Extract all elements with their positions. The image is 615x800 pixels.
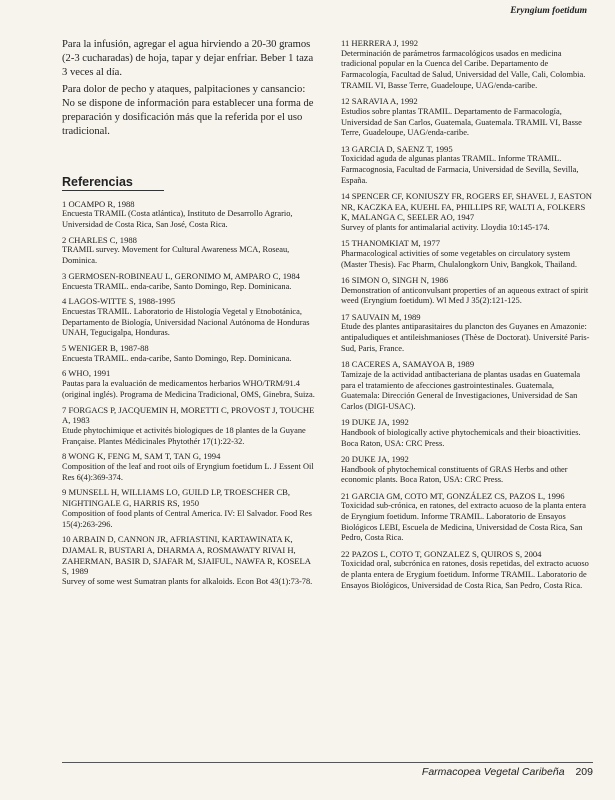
reference-author-year: 4 LAGOS-WITTE S, 1988-1995 bbox=[62, 296, 176, 307]
intro-paragraph: Para la infusión, agregar el agua hirviendo a 20-30 gramos (2-3 cucharadas) de hoja, tapar y dejar enfriar. Beber 1 taza 3 veces al día. bbox=[62, 39, 314, 78]
reference-item bbox=[62, 199, 317, 231]
reference-item bbox=[341, 312, 593, 355]
reference-item bbox=[341, 549, 593, 592]
reference-author-year: 22 PAZOS L, COTO T, GONZALEZ S, QUIROS S, 2004 bbox=[341, 548, 542, 559]
reference-citation: Determinación de parámetros farmacológicos usados en medicina tradicional popular en la Cuenca del Caribe. Departamento de Farmacología, Facultad de Salud, Universidad del Valle, Cali, Colombia. TRAMIL VI, Basse Terre, Guadeloupe, UAG/enda-caribe. bbox=[341, 48, 586, 90]
reference-citation: Toxicidad aguda de algunas plantas TRAMIL. Informe TRAMIL. Farmacognosia, Facultad de Farmacia, Universidad de Sevilla, Sevilla, España. bbox=[341, 154, 579, 185]
reference-author-year: 8 WONG K, FENG M, SAM T, TAN G, 1994 bbox=[62, 451, 221, 462]
footer bbox=[422, 766, 593, 778]
reference-author-year: 11 HERRERA J, 1992 bbox=[341, 38, 419, 48]
intro-text bbox=[62, 38, 317, 139]
reference-item bbox=[62, 405, 317, 448]
reference-author-year: 15 THANOMKIAT M, 1977 bbox=[341, 238, 440, 249]
reference-author-year: 6 WHO, 1991 bbox=[62, 368, 111, 379]
reference-citation: Demonstration of anticonvulsant properties of an aqueous extract of spirit weed (Eryngium foetidum). Wl Med J 35(2):121-125. bbox=[341, 285, 589, 306]
reference-item bbox=[62, 451, 317, 483]
reference-author-year: 17 SAUVAIN M, 1989 bbox=[341, 311, 421, 322]
reference-author-year: 13 GARCIA D, SAENZ T, 1995 bbox=[341, 143, 453, 154]
reference-citation: Tamizaje de la actividad antibacteriana de plantas usadas en Guatemala para el tratamiento de afecciones gastrointestinales. Guatemala, Guatemala: Dirección General de Investigaciones, Universidad de San Carlos (DIGI-USAC). bbox=[341, 369, 581, 411]
reference-citation: Pautas para la evaluación de medicamentos herbarios WHO/TRM/91.4 (original inglés). Programa de Medicina Tradicional, OMS, Ginebra, Suiza. bbox=[62, 379, 315, 399]
reference-citation: Toxicidad oral, subcrónica en ratones, dosis repetidas, del extracto acuoso de planta entera de Erygium foetidum. Informe TRAMIL. Laboratorio de Ensayos Biológicos, Universidad de Costa Rica, San Pedro, Costa Rica. bbox=[341, 559, 589, 590]
reference-author-year: 5 WENIGER B, 1987-88 bbox=[62, 343, 149, 354]
left-column bbox=[62, 38, 317, 592]
reference-citation: Composition of the leaf and root oils of Eryngium foetidum L. J Essent Oil Res 6(4):369-374. bbox=[62, 462, 314, 482]
reference-author-year: 1 OCAMPO R, 1988 bbox=[62, 198, 135, 209]
reference-citation: Encuesta TRAMIL (Costa atlántica), Instituto de Desarrollo Agrario, Universidad de Costa Rica, San José, Costa Rica. bbox=[62, 209, 293, 229]
reference-citation: Encuesta TRAMIL. enda-caribe, Santo Domingo, Rep. Dominicana. bbox=[62, 353, 292, 363]
reference-item bbox=[341, 144, 593, 187]
page-number: 209 bbox=[575, 766, 593, 778]
reference-citation: Encuestas TRAMIL. Laboratorio de Histología Vegetal y Etnobotánica, Departamento de Biología, Universidad Nacional Autónoma de Honduras UNAH, Tegucigalpa, Honduras. bbox=[62, 306, 310, 338]
reference-citation: Pharmacological activities of some vegetables on circulatory system (Master Thesis). Fac Pharm, Chulalongkorn Univ, Bangkok, Thailand. bbox=[341, 249, 577, 269]
reference-author-year: 14 SPENCER CF, KONIUSZY FR, ROGERS EF, SHAVEL J, EASTON NR, KACZKA EA, KUEHL FA, PHILLIPS RF, WALTI A, FOLKERS K, MALANGA C, SEELER AO, 1947 bbox=[341, 190, 592, 223]
reference-citation: Survey of plants for antimalarial activity. Lloydia 10:145-174. bbox=[341, 223, 550, 233]
reference-author-year: 16 SIMON O, SINGH N, 1986 bbox=[341, 275, 449, 286]
reference-author-year: 7 FORGACS P, JACQUEMIN H, MORETTI C, PROVOST J, TOUCHE A, 1983 bbox=[62, 404, 315, 426]
reference-author-year: 2 CHARLES C, 1988 bbox=[62, 234, 137, 245]
reference-item bbox=[62, 534, 317, 588]
reference-author-year: 20 DUKE JA, 1992 bbox=[341, 453, 409, 464]
reference-author-year: 3 GERMOSEN-ROBINEAU L, GERONIMO M, AMPARO C, 1984 bbox=[62, 270, 300, 281]
reference-list-left bbox=[62, 199, 317, 588]
reference-author-year: 9 MUNSELL H, WILLIAMS LO, GUILD LP, TROESCHER CB, NIGHTINGALE G, HARRIS RS, 1950 bbox=[62, 487, 291, 509]
reference-item bbox=[341, 96, 593, 139]
reference-citation: Handbook of biologically active phytochemicals and their bioactivities. Boca Raton, USA: CRC Press. bbox=[341, 427, 581, 448]
reference-item bbox=[341, 454, 593, 486]
reference-citation: Survey of some west Sumatran plants for alkaloids. Econ Bot 43(1):73-78. bbox=[62, 577, 313, 587]
intro-paragraph: No se dispone de información para establecer una forma de preparación y dosificación más que la referida por el uso tradicional. bbox=[62, 98, 314, 137]
reference-list-right bbox=[341, 38, 593, 592]
reference-item bbox=[62, 271, 317, 292]
right-column bbox=[341, 38, 593, 596]
reference-item bbox=[341, 191, 593, 234]
reference-item bbox=[62, 368, 317, 400]
references-heading: Referencias bbox=[62, 175, 164, 191]
reference-item bbox=[62, 296, 317, 339]
running-title: Eryngium foetidum bbox=[510, 6, 587, 16]
reference-citation: TRAMIL survey. Movement for Cultural Awareness MCA, Roseau, Dominica. bbox=[62, 245, 290, 266]
reference-citation: Handbook of phytochemical constituents of GRAS Herbs and other economic plants. Boca Raton, USA: CRC Press. bbox=[341, 464, 568, 485]
reference-item bbox=[62, 343, 317, 364]
reference-item bbox=[62, 487, 317, 530]
reference-author-year: 12 SARAVIA A, 1992 bbox=[341, 96, 418, 107]
reference-author-year: 19 DUKE JA, 1992 bbox=[341, 417, 409, 428]
reference-author-year: 21 GARCIA GM, COTO MT, GONZÁLEZ CS, PAZOS L, 1996 bbox=[341, 490, 565, 501]
reference-author-year: 10 ARBAIN D, CANNON JR, AFRIASTINI, KARTAWINATA K, DJAMAL R, BUSTARI A, DHARMA A, ROSMAWATY RIVAI H, ZAHERMAN, BASIR D, SJAFAR M, SJAIFUL, NAWFA R, KOSELA S, 1989 bbox=[62, 534, 311, 577]
reference-citation: Etude des plantes antiparasitaires du plancton des Guyanes en Amazonie: antipaludiques et antileishmanioses (Thèse de Doctorat). Université Paris-Sud, Paris, France. bbox=[341, 322, 590, 353]
reference-author-year: 18 CACERES A, SAMAYOA B, 1989 bbox=[341, 359, 475, 370]
reference-item bbox=[341, 238, 593, 270]
reference-citation: Toxicidad sub-crónica, en ratones, del extracto acuoso de la planta entera de Eryngium foetidum. Informe TRAMIL. Laboratorio de Ensayos Biológicos LEBI, Escuela de Medicina, Universidad de Costa Rica, San Pedro, Costa Rica. bbox=[341, 501, 586, 543]
reference-item bbox=[341, 359, 593, 413]
reference-citation: Composition of food plants of Central America. IV: El Salvador. Food Res 15(4):263-296. bbox=[62, 508, 312, 529]
reference-item bbox=[341, 38, 593, 92]
footer-divider bbox=[62, 762, 593, 763]
reference-item bbox=[341, 275, 593, 307]
reference-item bbox=[341, 417, 593, 449]
reference-citation: Encuesta TRAMIL. enda-caribe, Santo Domingo, Rep. Dominicana. bbox=[62, 281, 292, 291]
reference-item bbox=[62, 235, 317, 267]
reference-citation: Estudios sobre plantas TRAMIL. Departamento de Farmacología, Universidad de San Carlos, Guatemala, Guatemala. TRAMIL VI, Basse Terre, Guadeloupe, UAG/enda-caribe. bbox=[341, 106, 582, 138]
reference-item bbox=[341, 491, 593, 545]
reference-citation: Etude phytochimique et activités biologiques de 18 plantes de la Guyane Française. Plantes Médicinales Phytothér 17(1):22-32. bbox=[62, 425, 306, 446]
intro-paragraph: Para dolor de pecho y ataques, palpitaciones y cansancio: bbox=[62, 84, 306, 96]
footer-book-title: Farmacopea Vegetal Caribeña bbox=[421, 766, 565, 778]
